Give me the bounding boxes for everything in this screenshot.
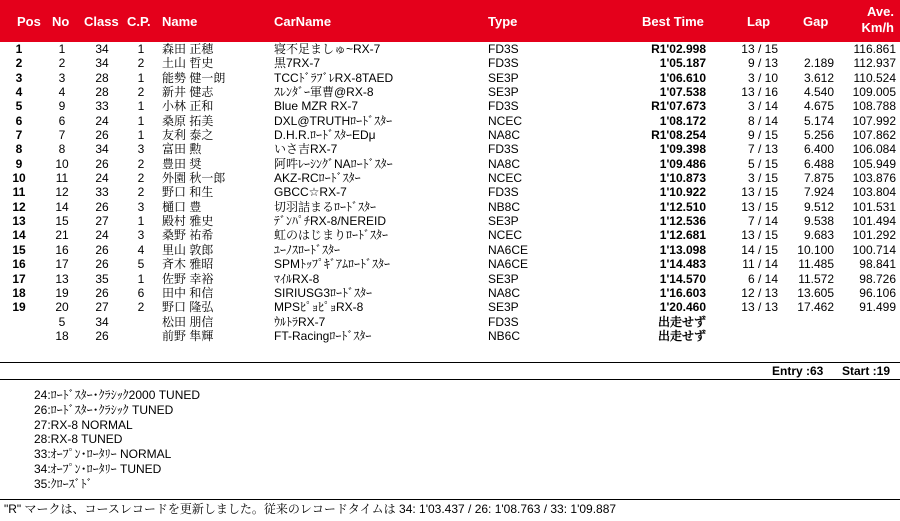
cell-type: FD3S [488,56,519,71]
cell-ave: 100.714 [852,242,896,257]
cell-lap: 12 / 13 [741,285,778,300]
cell-no: 8 [58,142,66,157]
cell-class: 34 [95,42,109,56]
cell-name: 里山 敦郎 [162,242,214,257]
cell-car: GBCC☆RX-7 [274,185,347,200]
cell-lap: 3 / 10 [747,70,778,85]
cell-pos: 17 [12,271,26,286]
cell-class: 28 [95,70,109,85]
cell-cp: 1 [137,214,145,229]
table-row [0,185,900,199]
cell-class: 26 [95,242,109,257]
results-table-body [0,42,900,343]
cell-lap: 7 / 13 [747,142,778,157]
cell-name: 松田 朋信 [162,314,214,329]
cell-name: 前野 隼輝 [162,328,214,343]
cell-time: 出走せず [657,328,706,343]
cell-ave: 110.524 [853,70,896,85]
cell-car: FT-Racingﾛｰﾄﾞｽﾀｰ [274,328,372,343]
cell-no: 18 [55,328,69,343]
cell-car: D.H.R.ﾛｰﾄﾞｽﾀｰEDμ [274,128,376,143]
cell-no: 21 [55,228,69,243]
cell-pos: 2 [15,56,23,71]
cell-cp: 6 [137,285,145,300]
cell-name: 富田 勲 [162,142,202,157]
cell-ave: 96.106 [859,285,896,300]
cell-gap: 11.485 [798,257,834,272]
cell-class: 26 [95,199,109,214]
cell-cp: 1 [137,70,145,85]
table-row [0,56,900,70]
header-name: Name [162,14,198,29]
cell-gap: 6.400 [803,142,834,157]
cell-cp: 3 [137,228,145,243]
cell-class: 34 [95,142,109,157]
legend-item: 28:RX-8 TUNED [34,432,123,447]
cell-gap: 4.675 [803,99,834,114]
cell-gap: 11.572 [798,271,834,286]
cell-lap: 13 / 15 [741,199,778,214]
cell-lap: 3 / 15 [747,171,778,186]
legend-item: 24:ﾛｰﾄﾞｽﾀｰ･ｸﾗｼｯｸ2000 TUNED [34,388,201,402]
cell-cp: 3 [137,199,145,214]
header-type: Type [488,14,518,29]
cell-ave: 112.937 [853,56,896,71]
cell-time: 1'16.603 [659,285,706,300]
cell-ave: 109.005 [852,85,896,100]
cell-name: 友利 泰之 [162,128,214,143]
cell-type: NCEC [488,228,523,243]
entry-count: Entry :63 [772,364,824,378]
cell-pos: 4 [15,85,23,100]
cell-type: FD3S [488,42,519,56]
table-row [0,200,900,214]
cell-class: 26 [95,328,109,343]
cell-pos: 11 [12,185,26,200]
cell-cp: 2 [137,156,145,171]
cell-no: 9 [58,99,66,114]
cell-type: NA8C [488,156,521,171]
header-no: No [52,14,70,29]
cell-type: FD3S [488,142,519,157]
cell-gap: 3.612 [803,70,834,85]
cell-time: 1'09.486 [659,156,706,171]
cell-name: 新井 健志 [162,85,214,100]
cell-car: 虹のはじまりﾛｰﾄﾞｽﾀｰ [274,228,389,243]
cell-lap: 14 / 15 [741,242,778,257]
cell-car: 阿吽ﾚｰｼﾝｸﾞNAﾛｰﾄﾞｽﾀｰ [274,156,393,171]
table-row [0,128,900,142]
cell-lap: 9 / 15 [747,128,778,143]
cell-cp: 3 [137,142,145,157]
cell-pos: 6 [15,113,23,128]
cell-class: 26 [95,156,109,171]
cell-car: 黒7RX-7 [274,56,321,71]
cell-ave: 106.084 [852,142,896,157]
cell-ave: 101.531 [852,199,896,214]
cell-gap: 7.924 [803,185,834,200]
cell-gap: 5.174 [803,113,834,128]
cell-cp: 4 [137,242,145,257]
cell-no: 10 [55,156,69,171]
cell-type: SE3P [488,70,519,85]
cell-pos: 18 [12,285,26,300]
cell-type: NA6CE [488,257,529,272]
table-row [0,99,900,113]
cell-class: 34 [95,56,109,71]
cell-class: 35 [95,271,109,286]
cell-name: 桑原 拓美 [162,113,214,128]
cell-no: 11 [55,171,69,186]
cell-car: ﾃﾞﾝﾊﾟﾁRX-8/NEREID [274,214,387,229]
cell-ave: 103.804 [852,185,896,200]
cell-time: 1'08.172 [659,113,706,128]
table-row [0,214,900,228]
cell-lap: 13 / 15 [741,42,778,56]
cell-car: SIRIUSG3ﾛｰﾄﾞｽﾀｰ [274,285,373,300]
cell-ave: 107.992 [852,113,896,128]
cell-car: いさ吉RX-7 [274,142,338,157]
cell-ave: 101.494 [852,214,896,229]
cell-gap: 7.875 [803,171,834,186]
cell-class: 26 [95,128,109,143]
legend-item: 33:ｵｰﾌﾟﾝ･ﾛｰﾀﾘｰ NORMAL [34,447,172,462]
cell-lap: 5 / 15 [747,156,778,171]
header-pos: Pos [17,14,41,29]
cell-time: 1'09.398 [659,142,706,157]
cell-lap: 13 / 13 [741,300,778,315]
table-row [0,71,900,85]
cell-cp: 2 [137,185,145,200]
legend-item: 35:ｸﾛｰｽﾞﾄﾞ [34,476,93,491]
cell-car: 寝不足ましゅ~RX-7 [274,42,381,56]
cell-no: 17 [55,257,69,272]
cell-type: SE3P [488,85,519,100]
divider [0,362,900,363]
header-lap: Lap [747,14,771,29]
cell-no: 14 [55,199,69,214]
cell-time: 1'12.681 [659,228,706,243]
cell-lap: 8 / 14 [747,113,778,128]
cell-time: 1'14.483 [659,257,706,272]
cell-class: 28 [95,85,109,100]
cell-type: NB8C [488,199,521,214]
cell-gap: 9.538 [803,214,834,229]
cell-no: 7 [58,128,66,143]
header-ave-line1: Ave. [867,4,894,19]
cell-type: NB6C [488,328,521,343]
cell-car: MPSﾋﾟｮﾋﾟｮRX-8 [274,300,364,315]
cell-name: 桑野 祐希 [162,228,214,243]
cell-gap: 6.488 [803,156,834,171]
cell-name: 野口 隆弘 [162,300,214,315]
cell-pos: 9 [15,156,23,171]
legend-item: 27:RX-8 NORMAL [34,417,133,432]
cell-cp: 1 [137,128,145,143]
cell-no: 2 [58,56,66,71]
results-table-header [0,0,900,42]
cell-type: FD3S [488,185,519,200]
cell-car: ﾏｲﾙRX-8 [274,271,320,286]
cell-car: DXL@TRUTHﾛｰﾄﾞｽﾀｰ [274,113,393,128]
cell-car: Blue MZR RX-7 [274,99,359,114]
cell-cp: 1 [137,99,145,114]
cell-lap: 13 / 15 [741,228,778,243]
cell-cp: 1 [137,42,145,56]
cell-pos: 15 [12,242,26,257]
table-row [0,257,900,271]
cell-name: 能勢 健一朗 [162,70,226,85]
cell-no: 13 [55,271,69,286]
cell-time: 1'14.570 [659,271,706,286]
class-legend [34,388,200,492]
cell-cp: 2 [137,56,145,71]
legend-item: 26:ﾛｰﾄﾞｽﾀｰ･ｸﾗｼｯｸ TUNED [34,402,174,417]
cell-car: AKZ-RCﾛｰﾄﾞｽﾀｰ [274,171,361,186]
cell-gap: 4.540 [803,85,834,100]
cell-pos: 10 [12,171,26,186]
cell-name: 殿村 雅史 [162,214,214,229]
cell-no: 16 [55,242,69,257]
cell-lap: 13 / 16 [741,85,778,100]
header-gap: Gap [803,14,829,29]
cell-class: 26 [95,285,109,300]
table-row [0,272,900,286]
cell-car: ｳﾙﾄﾗRX-7 [274,314,326,329]
cell-type: FD3S [488,99,519,114]
cell-no: 6 [58,113,66,128]
cell-ave: 101.292 [852,228,896,243]
header-best-time: Best Time [642,14,704,29]
cell-time: 1'20.460 [659,300,706,315]
cell-gap: 17.462 [797,300,834,315]
cell-cp: 5 [137,257,145,272]
cell-car: ﾕｰﾉｽﾛｰﾄﾞｽﾀｰ [274,242,341,257]
cell-lap: 7 / 14 [747,214,778,229]
cell-name: 野口 和生 [162,185,214,200]
cell-type: SE3P [488,300,519,315]
cell-name: 外園 秋一郎 [162,171,226,186]
cell-name: 豊田 奨 [162,156,202,171]
cell-pos: 7 [15,128,23,143]
cell-type: SE3P [488,214,519,229]
record-note: "R" マークは、コースレコードを更新しました。従来のレコードタイムは 34: 1'03.437 / 26: 1'08.763 / 33: 1'09.887 [4,502,617,516]
cell-time: R1'07.673 [651,99,706,114]
start-count: Start :19 [842,364,891,378]
cell-class: 24 [95,228,109,243]
cell-ave: 108.788 [852,99,896,114]
cell-ave: 103.876 [852,171,896,186]
cell-no: 3 [58,70,66,85]
table-row [0,315,900,329]
table-row [0,243,900,257]
table-row [0,114,900,128]
cell-pos: 1 [15,42,23,56]
cell-time: 1'05.187 [659,56,706,71]
header-class: Class [84,14,119,29]
cell-ave: 91.499 [859,300,896,315]
cell-no: 15 [55,214,69,229]
cell-cp: 2 [137,300,145,315]
cell-pos: 8 [15,142,23,157]
cell-type: SE3P [488,271,519,286]
header-carname: CarName [274,14,332,29]
entry-summary [0,364,900,378]
header-ave-line2: Km/h [861,20,894,35]
cell-time: R1'02.998 [651,42,706,56]
cell-cp: 2 [137,85,145,100]
cell-type: FD3S [488,314,519,329]
cell-lap: 11 / 14 [742,257,778,272]
cell-gap: 13.605 [797,285,834,300]
cell-car: ｽﾚﾝﾀﾞｰ軍曹@RX-8 [274,85,374,100]
cell-no: 1 [58,42,66,56]
cell-name: 小林 正和 [162,99,214,114]
cell-time: 1'12.510 [659,199,706,214]
cell-class: 33 [95,99,109,114]
cell-pos: 19 [12,300,26,315]
cell-class: 24 [95,113,109,128]
cell-car: 切羽詰まるﾛｰﾄﾞｽﾀｰ [274,199,377,214]
cell-name: 樋口 豊 [162,199,202,214]
cell-pos: 14 [12,228,26,243]
table-row [0,157,900,171]
cell-ave: 105.949 [852,156,896,171]
cell-time: 1'13.098 [659,242,706,257]
cell-ave: 116.861 [853,42,896,56]
cell-no: 12 [55,185,69,200]
cell-name: 土山 哲史 [162,56,214,71]
cell-lap: 9 / 13 [747,56,778,71]
cell-class: 34 [95,314,109,329]
cell-lap: 13 / 15 [741,185,778,200]
cell-cp: 1 [137,271,145,286]
table-row [0,329,900,343]
cell-name: 森田 正穂 [162,42,214,56]
divider [0,499,900,500]
divider [0,379,900,380]
table-row [0,300,900,314]
cell-pos: 12 [12,199,26,214]
cell-type: NCEC [488,171,523,186]
header-cp: C.P. [127,14,151,29]
cell-no: 20 [55,300,69,315]
cell-car: SPMﾄｯﾌﾟｷﾞｱﾑﾛｰﾄﾞｽﾀｰ [274,257,391,272]
cell-no: 19 [55,285,69,300]
cell-gap: 9.683 [803,228,834,243]
table-row [0,85,900,99]
cell-gap: 5.256 [803,128,834,143]
cell-gap: 2.189 [803,56,834,71]
cell-pos: 3 [15,70,23,85]
cell-time: 1'10.873 [659,171,706,186]
cell-class: 33 [95,185,109,200]
cell-time: 1'10.922 [659,185,706,200]
header-ave [862,4,895,36]
cell-pos: 16 [12,257,26,272]
cell-gap: 9.512 [803,199,834,214]
cell-name: 斉木 雅昭 [162,257,214,272]
cell-ave: 98.726 [859,271,896,286]
cell-gap: 10.100 [797,242,834,257]
cell-car: TCCﾄﾞﾗﾌﾞﾚRX-8TAED [274,70,394,85]
cell-pos: 13 [12,214,26,229]
cell-cp: 1 [137,113,145,128]
table-row [0,171,900,185]
cell-class: 26 [95,257,109,272]
cell-time: 1'07.538 [659,85,706,100]
cell-class: 24 [95,171,109,186]
table-row [0,42,900,56]
table-row [0,286,900,300]
cell-ave: 98.841 [859,257,896,272]
cell-no: 4 [58,85,66,100]
cell-type: NCEC [488,113,523,128]
cell-ave: 107.862 [852,128,896,143]
cell-pos: 5 [15,99,23,114]
cell-time: R1'08.254 [651,128,706,143]
cell-class: 27 [95,214,109,229]
cell-time: 出走せず [657,314,706,329]
cell-time: 1'12.536 [659,214,706,229]
cell-time: 1'06.610 [659,70,706,85]
cell-cp: 2 [137,171,145,186]
cell-type: NA8C [488,285,521,300]
cell-name: 田中 和信 [162,285,214,300]
table-row [0,142,900,156]
cell-lap: 6 / 14 [747,271,778,286]
cell-lap: 3 / 14 [747,99,778,114]
cell-name: 佐野 幸裕 [162,271,214,286]
table-row [0,228,900,242]
cell-no: 5 [58,314,66,329]
cell-class: 27 [95,300,109,315]
cell-type: NA6CE [488,242,529,257]
legend-item: 34:ｵｰﾌﾟﾝ･ﾛｰﾀﾘｰ TUNED [34,461,162,476]
cell-type: NA8C [488,128,521,143]
